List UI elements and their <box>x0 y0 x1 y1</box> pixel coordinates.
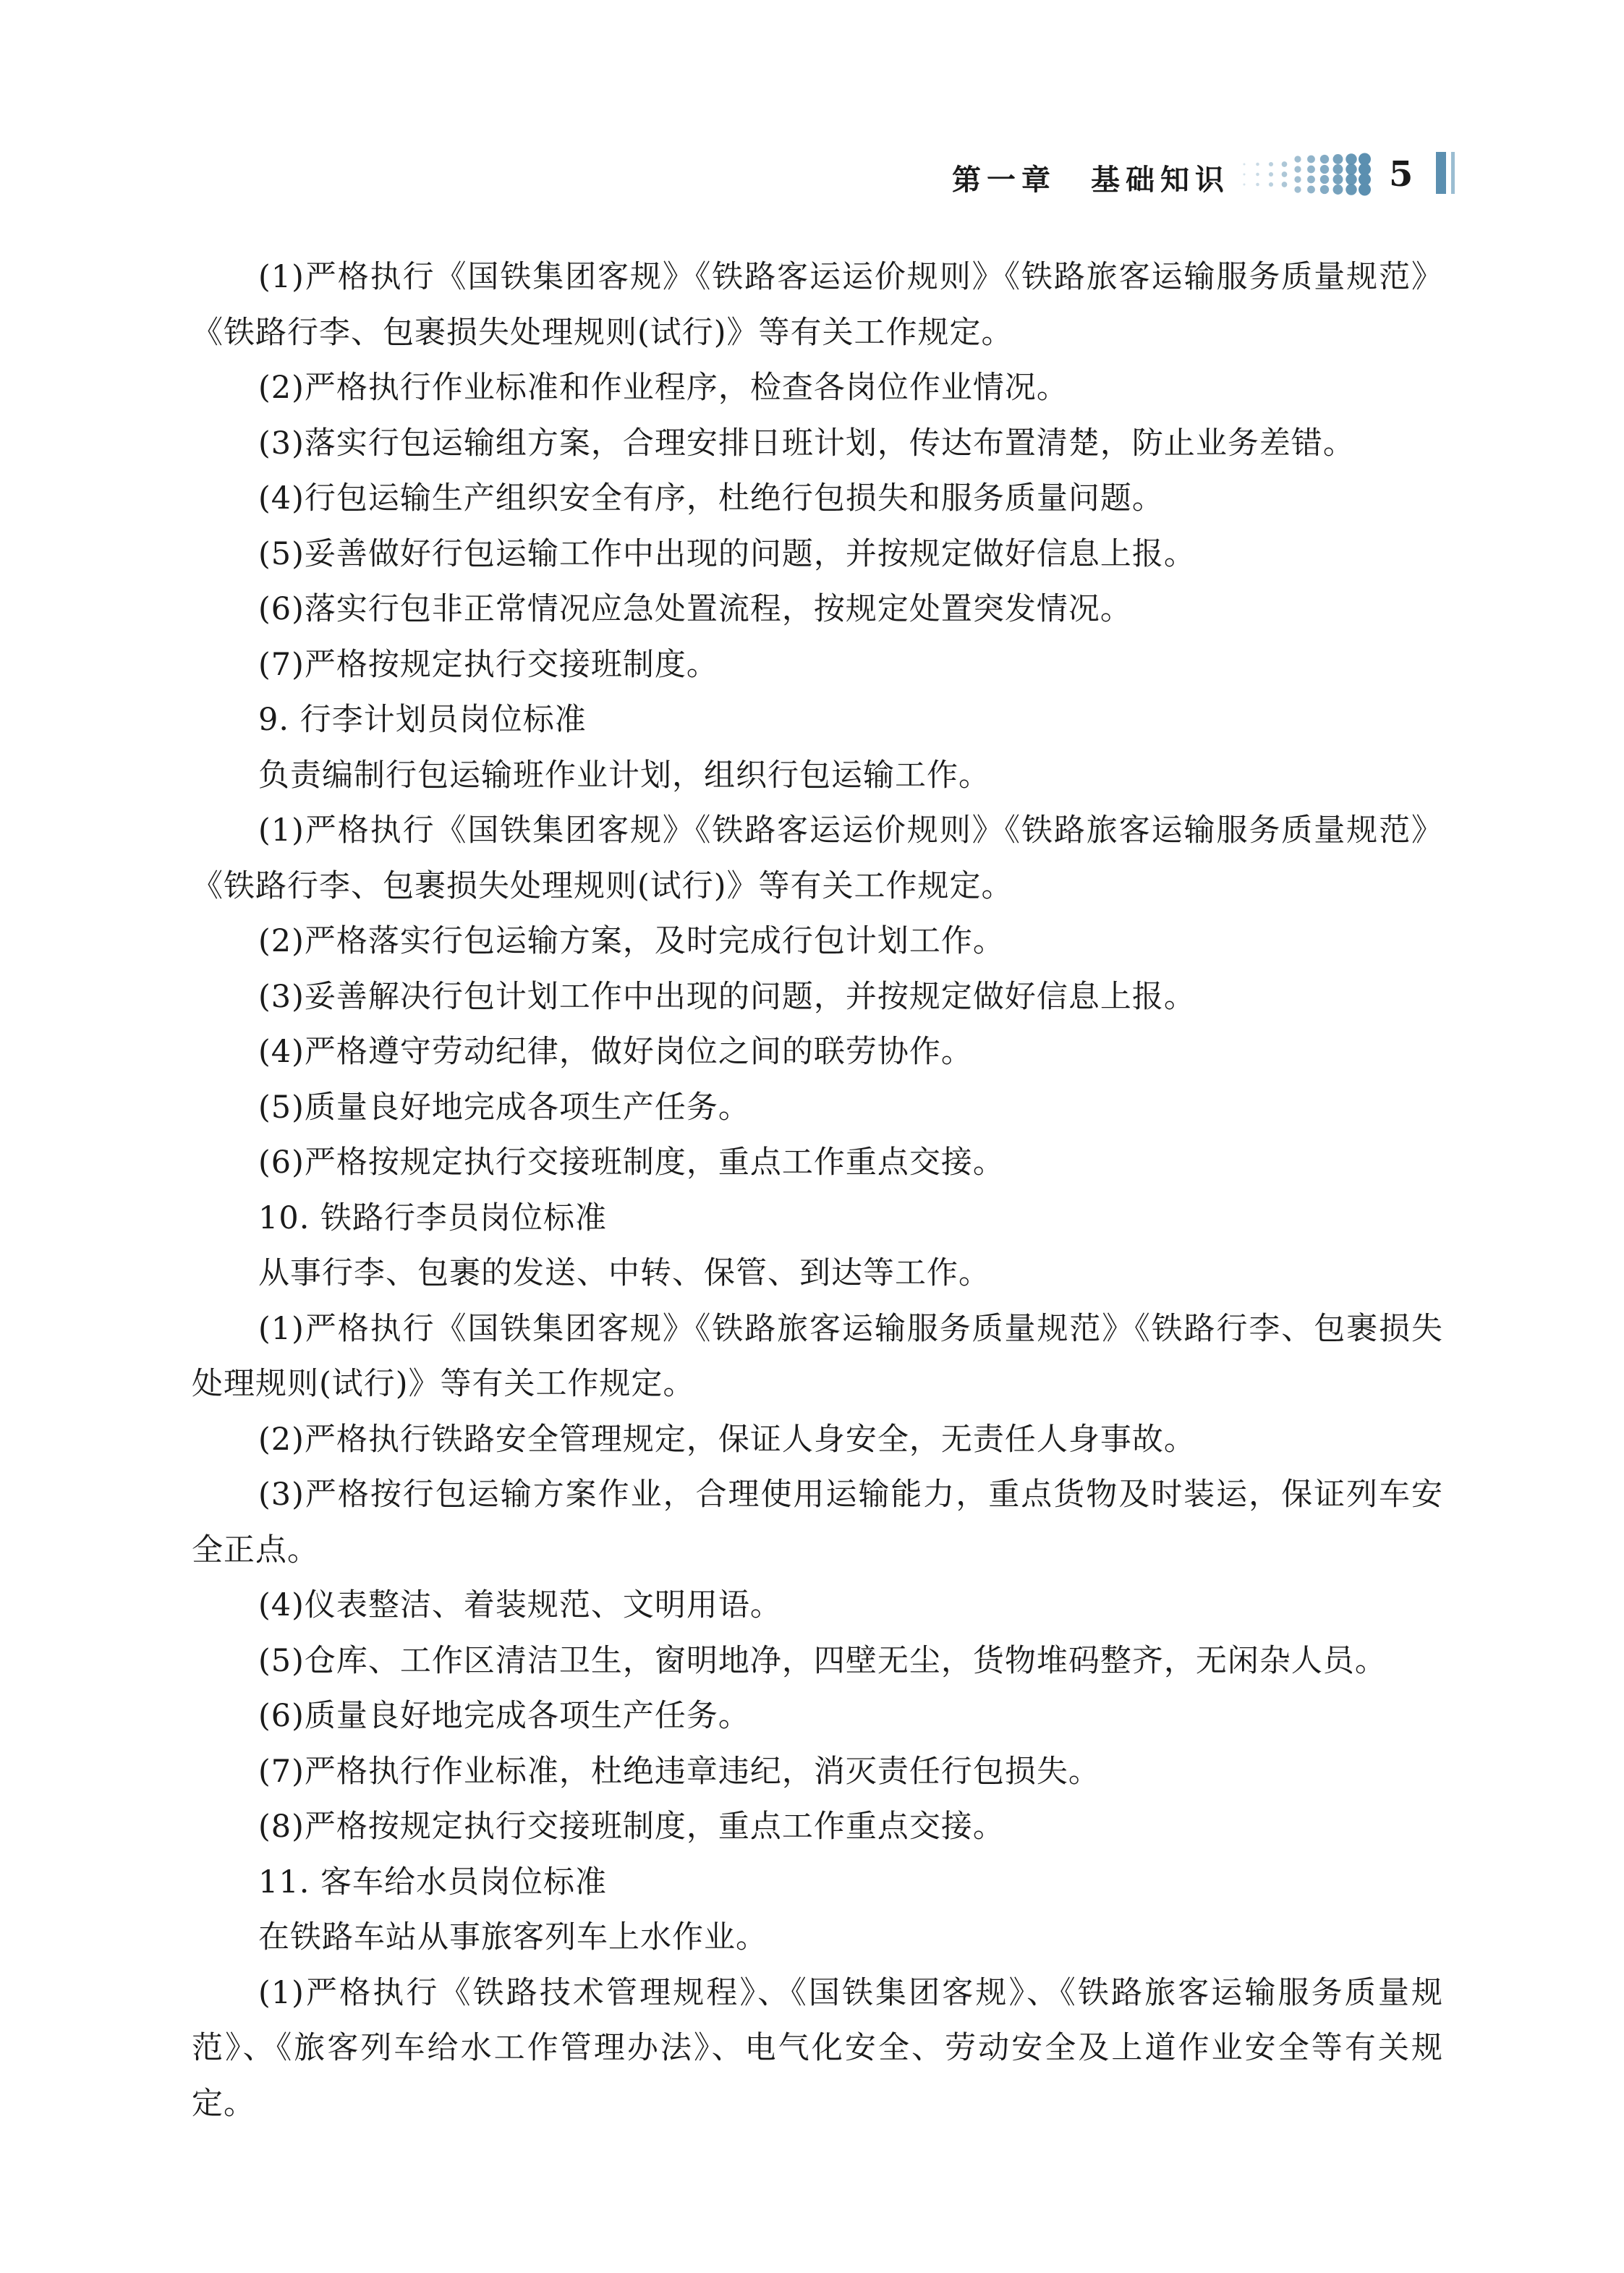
header-accent-bar <box>1436 152 1446 194</box>
ornament-dot <box>1333 174 1343 184</box>
paragraph: (1)严格执行《国铁集团客规》《铁路客运运价规则》《铁路旅客运输服务质量规范》《铁路行李、包裹损失处理规则(试行)》等有关工作规定。 <box>192 259 1443 351</box>
ornament-dot <box>1307 156 1315 163</box>
section-heading: 9. 行李计划员岗位标准 <box>258 702 587 738</box>
paragraph: (7)严格执行作业标准，杜绝违章违纪，消灭责任行包损失。 <box>258 1753 1100 1790</box>
paragraph: (7)严格按规定执行交接班制度。 <box>258 646 718 683</box>
paragraph: (4)行包运输生产组织安全有序，杜绝行包损失和服务质量问题。 <box>258 480 1164 517</box>
ornament-dot <box>1282 161 1288 167</box>
chapter-title: 第一章 基础知识 <box>952 163 1230 197</box>
ornament-dot <box>1294 156 1301 162</box>
ornament-dot <box>1256 163 1259 166</box>
ornament-dot <box>1294 166 1301 172</box>
ornament-dot <box>1294 176 1301 182</box>
ornament-dot <box>1243 163 1246 166</box>
paragraph: (1)严格执行《国铁集团客规》《铁路旅客运输服务质量规范》《铁路行李、包裹损失处理规则(试行)》等有关工作规定。 <box>192 1310 1443 1402</box>
ornament-dot <box>1307 166 1315 174</box>
paragraph: (6)严格按规定执行交接班制度，重点工作重点交接。 <box>258 1144 1005 1181</box>
paragraph: (4)严格遵守劳动纪律，做好岗位之间的联劳协作。 <box>258 1034 973 1070</box>
paragraph: (5)仓库、工作区清洁卫生，窗明地净，四壁无尘，货物堆码整齐，无闲杂人员。 <box>258 1642 1387 1679</box>
ornament-dot <box>1333 184 1343 195</box>
paragraph: (1)严格执行《国铁集团客规》《铁路客运运价规则》《铁路旅客运输服务质量规范》《铁路行李、包裹损失处理规则(试行)》等有关工作规定。 <box>192 812 1443 904</box>
ornament-dot <box>1345 153 1356 164</box>
ornament-dot <box>1269 162 1273 166</box>
ornament-dot <box>1294 186 1301 192</box>
ornament-dot <box>1320 165 1329 174</box>
paragraph: (6)质量良好地完成各项生产任务。 <box>258 1698 750 1734</box>
paragraph: (2)严格执行作业标准和作业程序，检查各岗位作业情况。 <box>258 370 1068 406</box>
dot-ornament-icon <box>1238 152 1376 197</box>
ornament-dot <box>1307 176 1315 184</box>
ornament-dot <box>1345 174 1356 184</box>
paragraph: 负责编制行包运输班作业计划，组织行包运输工作。 <box>258 757 990 794</box>
paragraph: (5)妥善做好行包运输工作中出现的问题，并按规定做好信息上报。 <box>258 535 1196 572</box>
paragraph: 在铁路车站从事旅客列车上水作业。 <box>258 1919 768 1955</box>
paragraph: (3)严格按行包运输方案作业，合理使用运输能力，重点货物及时装运，保证列车安全正点。 <box>192 1477 1443 1568</box>
ornament-dot <box>1345 184 1356 195</box>
ornament-dot <box>1333 154 1343 164</box>
ornament-dot <box>1333 164 1343 174</box>
header-accent-bar-thin <box>1451 152 1455 194</box>
paragraph: (5)质量良好地完成各项生产任务。 <box>258 1089 750 1126</box>
ornament-dot <box>1320 185 1329 194</box>
paragraph: (3)落实行包运输组方案，合理安排日班计划，传达布置清楚，防止业务差错。 <box>258 425 1355 462</box>
ornament-dot <box>1320 175 1329 184</box>
ornament-dot <box>1282 171 1288 177</box>
ornament-dot <box>1243 174 1246 176</box>
section-heading: 10. 铁路行李员岗位标准 <box>258 1199 608 1236</box>
paragraph: (2)严格落实行包运输方案，及时完成行包计划工作。 <box>258 923 1005 959</box>
running-header <box>0 148 1624 199</box>
paragraph: 从事行李、包裹的发送、中转、保管、到达等工作。 <box>258 1255 990 1291</box>
ornament-dot <box>1269 182 1273 187</box>
ornament-dot <box>1282 182 1288 187</box>
body-text <box>192 250 1443 2131</box>
page-number: 5 <box>1389 154 1413 195</box>
ornament-dot <box>1320 155 1329 163</box>
ornament-dot <box>1359 184 1371 196</box>
ornament-dot <box>1269 172 1273 177</box>
paragraph: (6)落实行包非正常情况应急处置流程，按规定处置突发情况。 <box>258 591 1132 627</box>
section-heading: 11. 客车给水员岗位标准 <box>258 1864 608 1900</box>
paragraph: (2)严格执行铁路安全管理规定，保证人身安全，无责任人身事故。 <box>258 1421 1196 1458</box>
ornament-dot <box>1256 173 1259 177</box>
ornament-dot <box>1345 163 1356 174</box>
paragraph: (1)严格执行《铁路技术管理规程》、《国铁集团客规》、《铁路旅客运输服务质量规范》、《旅客列车给水工作管理办法》、电气化安全、劳动安全及上道作业安全等有关规定。 <box>192 1974 1443 2122</box>
ornament-dot <box>1307 186 1315 194</box>
paragraph: (3)妥善解决行包计划工作中出现的问题，并按规定做好信息上报。 <box>258 978 1196 1015</box>
paragraph: (4)仪表整洁、着装规范、文明用语。 <box>258 1587 782 1623</box>
paragraph: (8)严格按规定执行交接班制度，重点工作重点交接。 <box>258 1809 1005 1845</box>
ornament-dot <box>1243 184 1246 186</box>
ornament-dot <box>1256 183 1259 187</box>
